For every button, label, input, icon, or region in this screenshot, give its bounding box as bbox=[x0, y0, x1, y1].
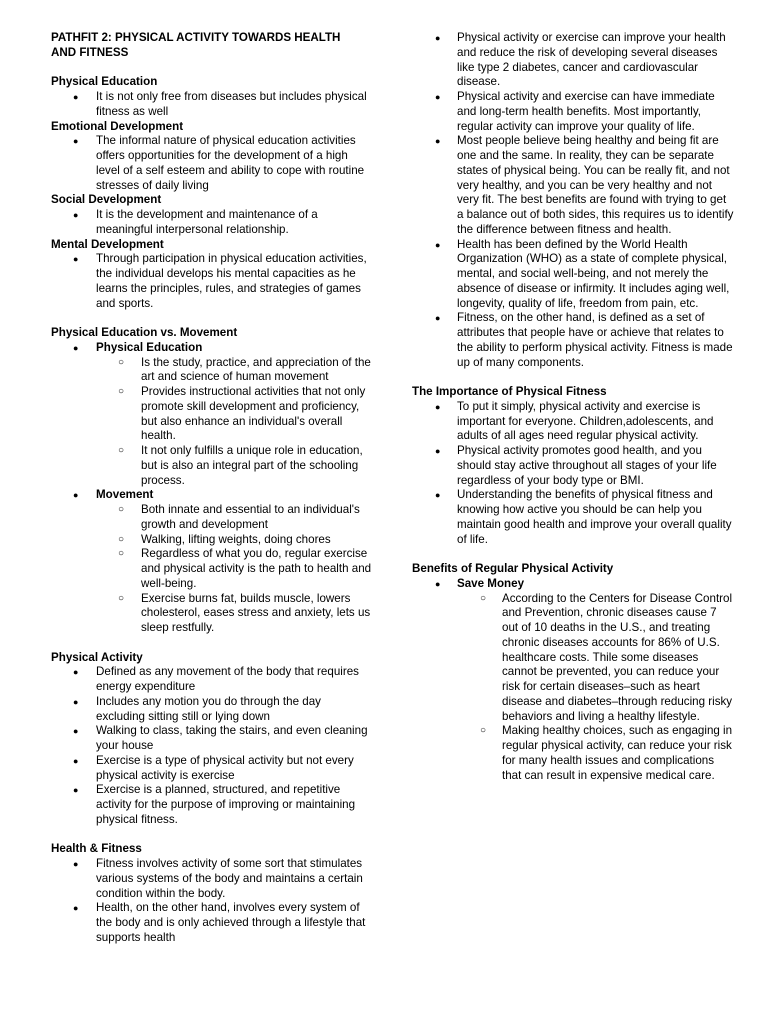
list-item: ● Health has been defined by the World Health Organization (WHO) as a state of complete physical, mental, and social well-being, and not merely the absence of disease or infirmity. It includes aging well, longevity, quality of life, freedom from pain, etc. bbox=[435, 237, 730, 310]
circle-bullet-icon: ○ bbox=[118, 356, 125, 368]
heading-emotional-development: Emotional Development bbox=[51, 119, 184, 133]
bullet-icon: ● bbox=[435, 490, 441, 501]
list-item: ● Physical activity promotes good health, and you should stay active throughout all stages of your life regardless of your body type or BMI. bbox=[435, 444, 717, 487]
circle-bullet-icon: ○ bbox=[480, 725, 487, 737]
bullet-icon: ● bbox=[73, 136, 79, 147]
list-social-development bbox=[51, 208, 373, 238]
list-item: ● It is the development and maintenance of a meaningful interpersonal relationship. bbox=[73, 208, 318, 236]
bullet-icon: ● bbox=[73, 726, 79, 737]
list-emotional-development bbox=[51, 134, 373, 193]
bullet-icon: ● bbox=[73, 92, 79, 102]
bullet-icon: ● bbox=[435, 401, 441, 412]
sublist-item: ○ It not only fulfills a unique role in education, but is also an integral part of the schooling process. bbox=[118, 444, 363, 487]
list-physical-education bbox=[51, 90, 373, 120]
list-item: ● It is not only free from diseases but includes physical fitness as well bbox=[73, 90, 367, 118]
sublist-movement bbox=[51, 503, 373, 636]
list-item: ● Fitness involves activity of some sort that stimulates various systems of the body and maintains a certain condition within the body. bbox=[73, 857, 363, 900]
bullet-icon: ● bbox=[435, 446, 441, 456]
circle-bullet-icon: ○ bbox=[480, 592, 487, 604]
list-item: ● Health, on the other hand, involves every system of the body and is only achieved through a lifestyle that supports health bbox=[73, 901, 366, 944]
heading-social-development: Social Development bbox=[51, 193, 162, 207]
list-item-group: ● Save Money bbox=[435, 576, 525, 590]
list-item-group: ● Movement bbox=[73, 488, 154, 502]
list-importance bbox=[412, 400, 734, 548]
heading-benefits: Benefits of Regular Physical Activity bbox=[412, 562, 614, 575]
list-item: ● Through participation in physical education activities, the individual develops his mental capacities as he learns the principles, rules, and strategies of games and sports. bbox=[73, 252, 367, 310]
bullet-icon: ● bbox=[435, 33, 441, 43]
list-item: ● Defined as any movement of the body that requires energy expenditure bbox=[73, 665, 359, 693]
list-pe-vs-movement bbox=[51, 341, 373, 636]
bullet-icon: ● bbox=[73, 696, 79, 707]
list-item: ● Physical activity or exercise can improve your health and reduce the risk of developing several diseases like type 2 diabetes, cancer and cardiovascular disease. bbox=[435, 31, 726, 89]
page-title: PATHFIT 2: PHYSICAL ACTIVITY TOWARDS HEALTH AND FITNESS bbox=[51, 31, 341, 59]
sublist-item: ○ Provides instructional activities that not only promote skill development and proficiency, but also enhance an individual's overall health. bbox=[118, 385, 366, 443]
bullet-icon: ● bbox=[435, 136, 441, 147]
list-item: ● To put it simply, physical activity and exercise is important for everyone. Children,adolescents, and adults of all ages need regular physical activity. bbox=[435, 399, 714, 443]
sublist-container bbox=[51, 503, 373, 636]
list-item: ● Fitness, on the other hand, is defined as a set of attributes that people have or achieve that relates to the ability to perform physical activity. Fitness is made up of many components. bbox=[435, 311, 733, 369]
list-intro bbox=[412, 31, 734, 370]
list-item: ● Includes any motion you do through the day excluding sitting still or lying down bbox=[73, 694, 321, 723]
circle-bullet-icon: ○ bbox=[118, 533, 125, 545]
sublist-item: ○ Is the study, practice, and appreciation of the art and science of human movement bbox=[118, 355, 371, 384]
sublist-item: ○ According to the Centers for Disease Control and Prevention, chronic diseases cause 7 out of 10 deaths in the U.S., and treating chronic diseases accounts for 86% of U.S. healthcare costs. Thile some diseases cannot be prevented, you can reduce your risk for certain diseases–such as heart disease and diabetes–through reducing risky behaviors and living a healthy lifestyle. bbox=[480, 591, 733, 723]
list-mental-development bbox=[51, 252, 373, 311]
list-health-fitness bbox=[51, 857, 373, 946]
heading-mental-development: Mental Development bbox=[51, 237, 164, 251]
bullet-icon: ● bbox=[73, 490, 79, 501]
sublist-container bbox=[412, 592, 734, 784]
bullet-icon: ● bbox=[73, 254, 79, 265]
circle-bullet-icon: ○ bbox=[118, 592, 125, 604]
list-item: ● Exercise is a planned, structured, and repetitive activity for the purpose of improving or maintaining physical fitness. bbox=[73, 783, 356, 826]
sublist-physical-education bbox=[51, 356, 373, 489]
bullet-icon: ● bbox=[73, 903, 79, 914]
left-column bbox=[51, 31, 373, 946]
list-item: ● Physical activity and exercise can have immediate and long-term health benefits. Most importantly, regular activity can improve your quality of life. bbox=[435, 90, 715, 133]
bullet-icon: ● bbox=[435, 313, 441, 324]
sublist-item: ○ Exercise burns fat, builds muscle, lowers cholesterol, eases stress and anxiety, lets us sleep restfully. bbox=[118, 591, 371, 634]
bullet-icon: ● bbox=[73, 859, 79, 869]
sublist-item: ○ Walking, lifting weights, doing chores bbox=[118, 532, 331, 546]
bullet-icon: ● bbox=[73, 667, 79, 678]
sublist-save-money bbox=[412, 592, 734, 784]
bullet-icon: ● bbox=[73, 785, 79, 796]
heading-pe-vs-movement: Physical Education vs. Movement bbox=[51, 326, 238, 339]
list-item: ● Exercise is a type of physical activity but not every physical activity is exercise bbox=[73, 753, 354, 782]
list-item: ● Most people believe being healthy and being fit are one and the same. In reality, they can be separate states of physical being. You can be really fit, and not very healthy, and you can be very healthy and not very fit. The best benefits are found with trying to get a balance out of both sides, this requires us to identify the difference between fitness and health. bbox=[435, 134, 734, 236]
list-item: ● The informal nature of physical education activities offers opportunities for the development of a high level of a self esteem and ability to cope with routine stresses of daily living bbox=[73, 134, 365, 192]
bullet-icon: ● bbox=[73, 342, 79, 353]
list-item: ● Understanding the benefits of physical fitness and knowing how active you should be can help you maintain good health and improve your overall quality of life. bbox=[435, 488, 732, 546]
circle-bullet-icon: ○ bbox=[118, 445, 125, 456]
circle-bullet-icon: ○ bbox=[118, 548, 125, 560]
bullet-icon: ● bbox=[435, 92, 441, 102]
sublist-item: ○ Both innate and essential to an individual's growth and development bbox=[118, 503, 360, 531]
sublist-container bbox=[51, 356, 373, 489]
heading-physical-education: Physical Education bbox=[51, 75, 158, 89]
right-column bbox=[412, 31, 734, 783]
heading-health-fitness: Health & Fitness bbox=[51, 842, 142, 856]
bullet-icon: ● bbox=[435, 239, 441, 250]
heading-physical-activity: Physical Activity bbox=[51, 650, 143, 664]
sublist-item: ○ Regardless of what you do, regular exercise and physical activity is the path to health and well-being. bbox=[118, 547, 372, 590]
bullet-icon: ● bbox=[435, 578, 441, 589]
circle-bullet-icon: ○ bbox=[118, 386, 125, 397]
bullet-icon: ● bbox=[73, 755, 79, 766]
sublist-item: ○ Making healthy choices, such as engaging in regular physical activity, can reduce your risk for many health issues and complications that can result in expensive medical care. bbox=[480, 724, 733, 782]
list-item: ● Walking to class, taking the stairs, and even cleaning your house bbox=[73, 724, 368, 752]
bullet-icon: ● bbox=[73, 210, 79, 220]
circle-bullet-icon: ○ bbox=[118, 504, 125, 515]
list-item-group: ● Physical Education bbox=[73, 340, 203, 354]
list-benefits bbox=[412, 577, 734, 784]
heading-importance: The Importance of Physical Fitness bbox=[412, 385, 607, 398]
list-physical-activity bbox=[51, 665, 373, 827]
